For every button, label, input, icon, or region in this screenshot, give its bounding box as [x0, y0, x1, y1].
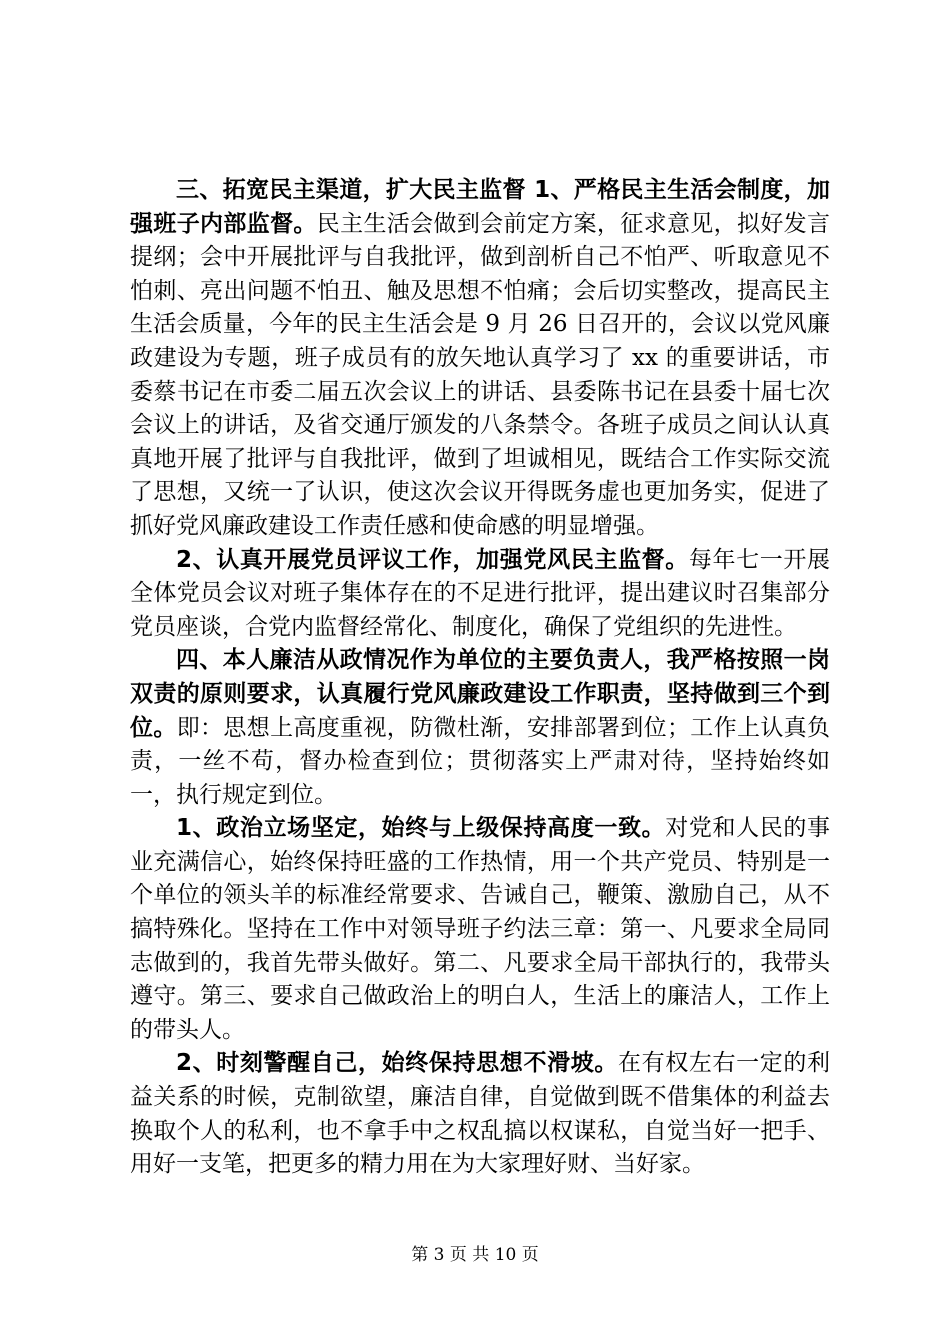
- paragraph-text: 对党和人民的事业充满信心，始终保持旺盛的工作热情，用一个共产党员、特别是一个单位的领头羊的标准经常要求、告诫自己，鞭策、激励自己，从不搞特殊化。坚持在工作中对领导班子约法三章：第一、凡要求全局同志做到的，我首先带头做好。第二、凡要求全局干部执行的，我带头遵守。第三、要求自己做政治上的明白人，生活上的廉洁人，工作上的带头人。: [130, 815, 830, 1043]
- paragraph-lead: 四、本人廉洁从政情况作为单位的主要负责人，我严格按照一岗双责的原则要求，认真履行党风廉政建设工作职责，坚持做到三个到位。: [130, 647, 830, 741]
- paragraph-section-3-item-2: [130, 544, 830, 645]
- paragraph-text: 即：思想上高度重视，防微杜渐，安排部署到位；工作上认真负责，一丝不苟，督办检查到位；贯彻落实上严肃对待，坚持始终如一，执行规定到位。: [130, 714, 831, 808]
- paragraph-lead: 2、时刻警醒自己，始终保持思想不滑坡。: [176, 1050, 618, 1077]
- paragraph-section-4-item-2: [130, 1047, 830, 1181]
- paragraph-section-4-item-1: [130, 812, 830, 1047]
- document-body: [130, 174, 830, 1182]
- paragraph-text: 每年七一开展全体党员会议对班子集体存在的不足进行批评，提出建议时召集部分党员座谈，合党内监督经常化、制度化，确保了党组织的先进性。: [130, 546, 830, 640]
- paragraph-text: 民主生活会做到会前定方案，征求意见，拟好发言提纲；会中开展批评与自我批评，做到剖析自己不怕严、听取意见不怕刺、亮出问题不怕丑、触及思想不怕痛；会后切实整改，提高民主生活会质量，今年的民主生活会是 9 月 26 日召开的，会议以党风廉政建设为专题，班子成员有的放矢地认真学习了 xx 的重要讲话，市委蔡书记在市委二届五次会议上的讲话、县委陈书记在县委十届七次会议上的讲话，及省交通厅颁发的八条禁令。各班子成员之间认认真真地开展了批评与自我批评，做到了坦诚相见，既结合工作实际交流了思想，又统一了认识，使这次会议开得既务虚也更加务实，促进了抓好党风廉政建设工作责任感和使命感的明显增强。: [130, 210, 831, 539]
- paragraph-lead: 三、拓宽民主渠道，扩大民主监督 1、严格民主生活会制度，加强班子内部监督。: [130, 177, 830, 237]
- paragraph-lead: 1、政治立场坚定，始终与上级保持高度一致。: [176, 815, 666, 842]
- paragraph-section-3-item-1: [130, 174, 830, 544]
- paragraph-section-4-intro: [130, 644, 830, 812]
- page-number-footer: 第 3 页 共 10 页: [411, 1245, 539, 1265]
- paragraph-text: 在有权左右一定的利益关系的时候，克制欲望，廉洁自律，自觉做到既不借集体的利益去换取个人的私利，也不拿手中之权乱搞以权谋私，自觉当好一把手、用好一支笔，把更多的精力用在为大家理好财、当好家。: [130, 1050, 831, 1178]
- paragraph-lead: 2、认真开展党员评议工作，加强党风民主监督。: [176, 546, 689, 573]
